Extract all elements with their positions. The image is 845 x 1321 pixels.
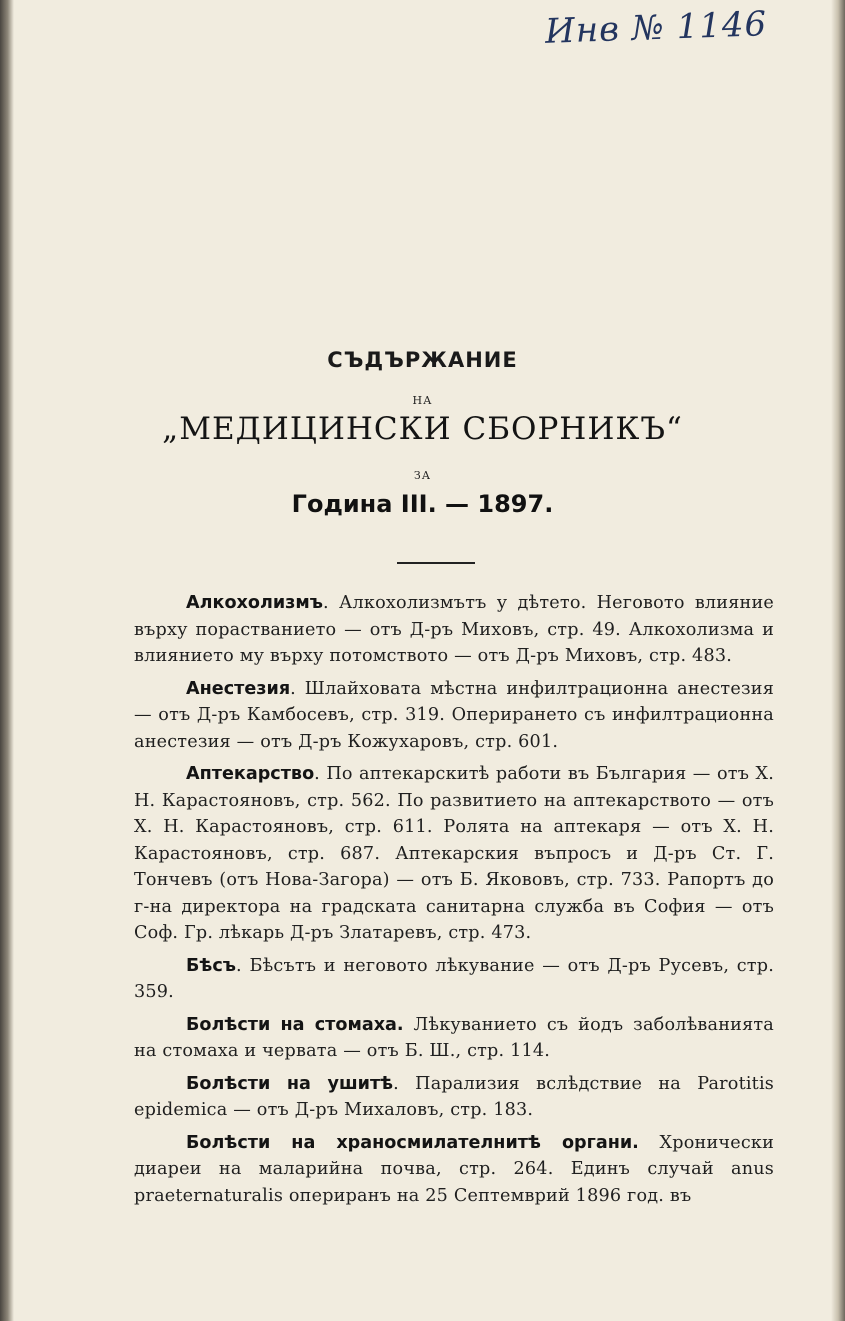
entry-heading: Алкохолизмъ (186, 593, 324, 613)
contents-list (134, 590, 774, 1215)
entry-stomach-diseases (134, 1012, 774, 1065)
entry-text: . Парализия вслѣдствие на Parotitis epidemica — отъ Д-ръ Михаловъ, стр. 183. (134, 1073, 774, 1120)
entry-heading: Бѣсъ (186, 955, 237, 976)
year-heading: Година III. — 1897. (291, 490, 554, 518)
entry-heading: Аптекарство (186, 764, 315, 784)
entry-text: Хронически диареи на маларийна почва, стр. 264. Единъ случай anus praeternaturalis опериранъ на 25 Септемврий 1896 год. въ (134, 1132, 774, 1206)
contents-heading: СЪДЪРЖАНИЕ (327, 348, 518, 372)
page-edge (831, 0, 845, 1321)
entry-pharmacy (134, 761, 774, 947)
journal-title: „МЕДИЦИНСКИ СБОРНИКЪ“ (162, 411, 683, 447)
entry-text: . Шлайховата мѣстна инфилтрационна анестезия — отъ Д-ръ Камбосевъ, стр. 319. Оперирането съ инфилтрационна анестезия — отъ Д-ръ Кожухаровъ, стр. 601. (134, 678, 774, 752)
title-on: НА (412, 394, 433, 407)
binding-shadow (0, 0, 14, 1321)
entry-text: . Алкохолизмътъ у дѣтето. Неговото влияние върху порастванието — отъ Д-ръ Миховъ, стр. 49. Алкохолизма и влиянието му върху потомството — отъ Д-ръ Миховъ, стр. 483. (134, 593, 774, 666)
entry-heading: Болѣсти на стомаха. (186, 1014, 404, 1035)
entry-heading: Болѣсти на храносмилателнитѣ органи. (186, 1132, 639, 1153)
entry-heading: Болѣсти на ушитѣ (186, 1073, 394, 1094)
divider-rule (397, 562, 475, 564)
entry-text: . По аптекарскитѣ работи въ България — отъ Х. Н. Карастояновъ, стр. 562. По развитието на аптекарството — отъ Х. Н. Карастояновъ, стр. 611. Ролята на аптекаря — отъ Х. Н. Карастояновъ, стр. 687. Аптекарския въпросъ и Д-ръ Ст. Г. Тончевъ (отъ Нова-Загора) — отъ Б. Якововъ, стр. 733. Рапортъ до г-на директора на градската санитарна служба въ София — отъ Соф. Гр. лѣкарь Д-ръ Златаревъ, стр. 473. (134, 764, 774, 943)
entry-anesthesia (134, 676, 774, 756)
title-for: ЗА (413, 469, 432, 482)
entry-alcoholism (134, 590, 774, 670)
entry-text: Лѣкуванието съ йодъ заболѣванията на стомаха и червата — отъ Б. Ш., стр. 114. (134, 1014, 774, 1061)
entry-ear-diseases (134, 1071, 774, 1124)
entry-text: . Бѣсътъ и неговото лѣкувание — отъ Д-ръ Русевъ, стр. 359. (134, 955, 774, 1002)
title-block (0, 348, 845, 518)
entry-heading: Анестезия (186, 678, 291, 699)
entry-digestive-diseases (134, 1130, 774, 1210)
handwritten-inventory-note: Инв № 1146 (544, 4, 768, 52)
entry-rabies (134, 953, 774, 1006)
